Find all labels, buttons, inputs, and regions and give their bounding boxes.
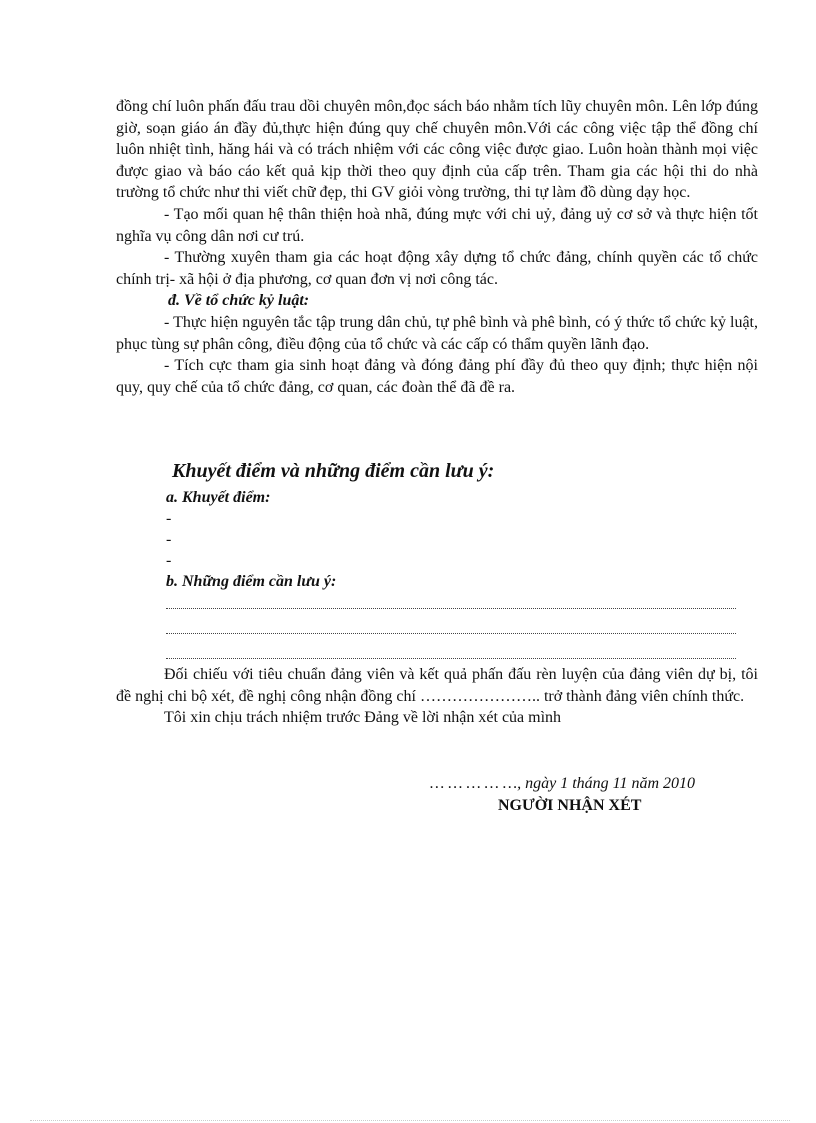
section-discipline-heading: đ. Về tổ chức kỷ luật: <box>168 292 310 310</box>
conclusion-section <box>116 664 758 729</box>
dotted-fill-line <box>166 598 736 609</box>
paragraph-discipline-1: - Thực hiện nguyên tắc tập trung dân chủ, tự phê bình và phê bình, có ý thức tổ chức kỷ luật, phục tùng sự phân công, điều động của tổ chức và các cấp có thẩm quyền lãnh đạo. <box>116 313 758 353</box>
evaluation-body <box>116 96 758 398</box>
dotted-fill-line <box>166 623 736 634</box>
weaknesses-section <box>166 460 746 673</box>
conclusion-recommendation: Đối chiếu với tiêu chuẩn đảng viên và kết quả phấn đấu rèn luyện của đảng viên dự bị, tôi đề nghị chi bộ xét, đề nghị công nhận đồng chí ………………….. trở thành đảng viên chính thức. <box>116 666 758 705</box>
signature-date: … … … … …, ngày 1 tháng 11 năm 2010 <box>430 775 696 792</box>
paragraph-relations: - Tạo mối quan hệ thân thiện hoà nhã, đúng mực với chi uỷ, đảng uỷ cơ sở và thực hiện tốt nghĩa vụ công dân nơi cư trú. <box>116 205 758 245</box>
weakness-item: - <box>166 531 172 548</box>
weaknesses-subheading-b: b. Những điểm cần lưu ý: <box>166 573 337 590</box>
weakness-item: - <box>166 510 172 527</box>
signature-title: NGƯỜI NHẬN XÉT <box>498 797 642 814</box>
footer-divider <box>30 1120 790 1121</box>
conclusion-responsibility: Tôi xin chịu trách nhiệm trước Đảng về lời nhận xét của mình <box>164 709 562 727</box>
dotted-fill-line <box>166 648 736 659</box>
paragraph-activities: - Thường xuyên tham gia các hoạt động xây dựng tổ chức đảng, chính quyền các tổ chức chính trị- xã hội ở địa phương, cơ quan đơn vị nơi công tác. <box>116 249 758 288</box>
paragraph-discipline-2: - Tích cực tham gia sinh hoạt đảng và đóng đảng phí đầy đủ theo quy định; thực hiện nội quy, quy chế của tổ chức đảng, cơ quan, các đoàn thể đã đề ra. <box>116 357 758 396</box>
paragraph-professional: đồng chí luôn phấn đấu trau dồi chuyên môn,đọc sách báo nhằm tích lũy chuyên môn. Lên lớp đúng giờ, soạn giáo án đầy đủ,thực hiện đúng quy chế chuyên môn.Với các công việc tập thể đồng chí luôn nhiệt tình, hăng hái và có trách nhiệm với các công việc được giao. Luôn hoàn thành mọi việc được giao và báo cáo kết quả kịp thời theo quy định của cấp trên. Tham gia các hội thi do nhà trường tổ chức như thi viết chữ đẹp, thi GV giỏi vòng trường, thi tự làm đồ dùng dạy học. <box>116 98 758 202</box>
weakness-item: - <box>166 552 172 569</box>
weaknesses-subheading-a: a. Khuyết điểm: <box>166 489 271 506</box>
weaknesses-heading: Khuyết điểm và những điểm cần lưu ý: <box>172 460 495 482</box>
